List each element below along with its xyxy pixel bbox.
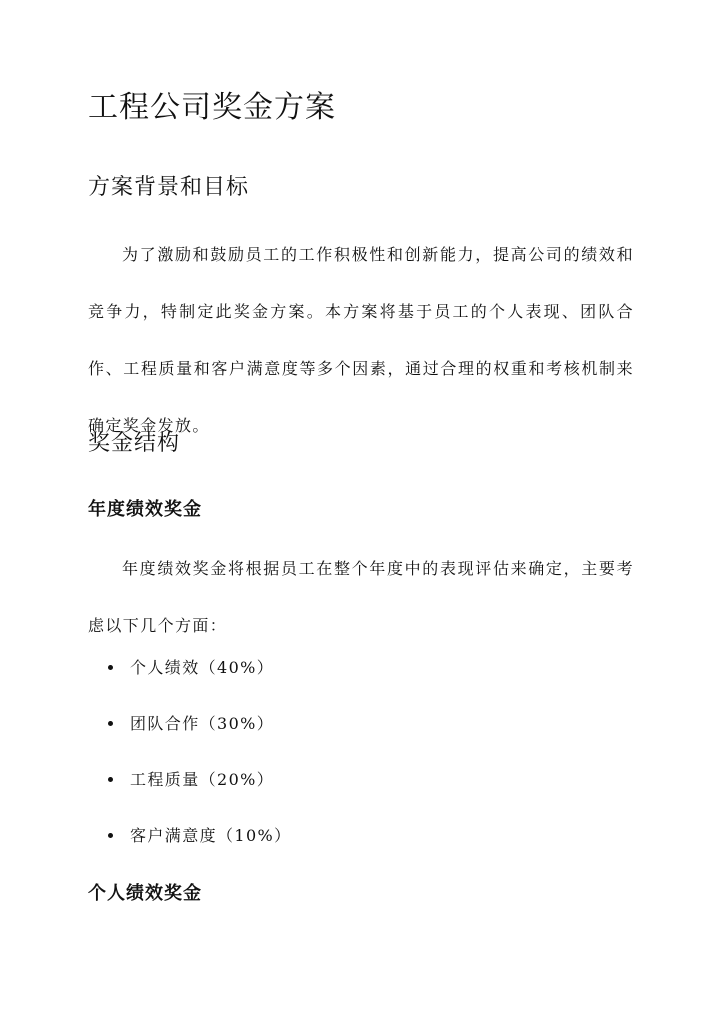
list-item-text: 工程质量（20%） [130, 770, 275, 789]
list-item-text: 个人绩效（40%） [130, 658, 275, 677]
subsection-heading-annual-bonus: 年度绩效奖金 [88, 499, 202, 520]
bullet-icon [108, 721, 113, 726]
bonus-factor-list [88, 640, 292, 864]
annual-bonus-paragraph: 年度绩效奖金将根据员工在整个年度中的表现评估来确定，主要考虑以下几个方面： [88, 559, 634, 635]
list-item [88, 808, 292, 864]
background-paragraph: 为了激励和鼓励员工的工作积极性和创新能力，提高公司的绩效和竞争力，特制定此奖金方案。本方案将基于员工的个人表现、团队合作、工程质量和客户满意度等多个因素，通过合理的权重和考核机制来确定奖金发放。 [88, 245, 634, 435]
list-item [88, 696, 292, 752]
bullet-icon [108, 777, 113, 782]
list-item-text: 客户满意度（10%） [130, 826, 292, 845]
list-item [88, 640, 292, 696]
list-item-text: 团队合作（30%） [130, 714, 275, 733]
bullet-icon [108, 833, 113, 838]
list-item [88, 752, 292, 808]
subsection-heading-personal-bonus: 个人绩效奖金 [88, 883, 202, 904]
section-heading-bonus-structure: 奖金结构 [88, 431, 181, 456]
document-title: 工程公司奖金方案 [88, 90, 336, 125]
bullet-icon [108, 665, 113, 670]
section-heading-background: 方案背景和目标 [88, 175, 250, 200]
